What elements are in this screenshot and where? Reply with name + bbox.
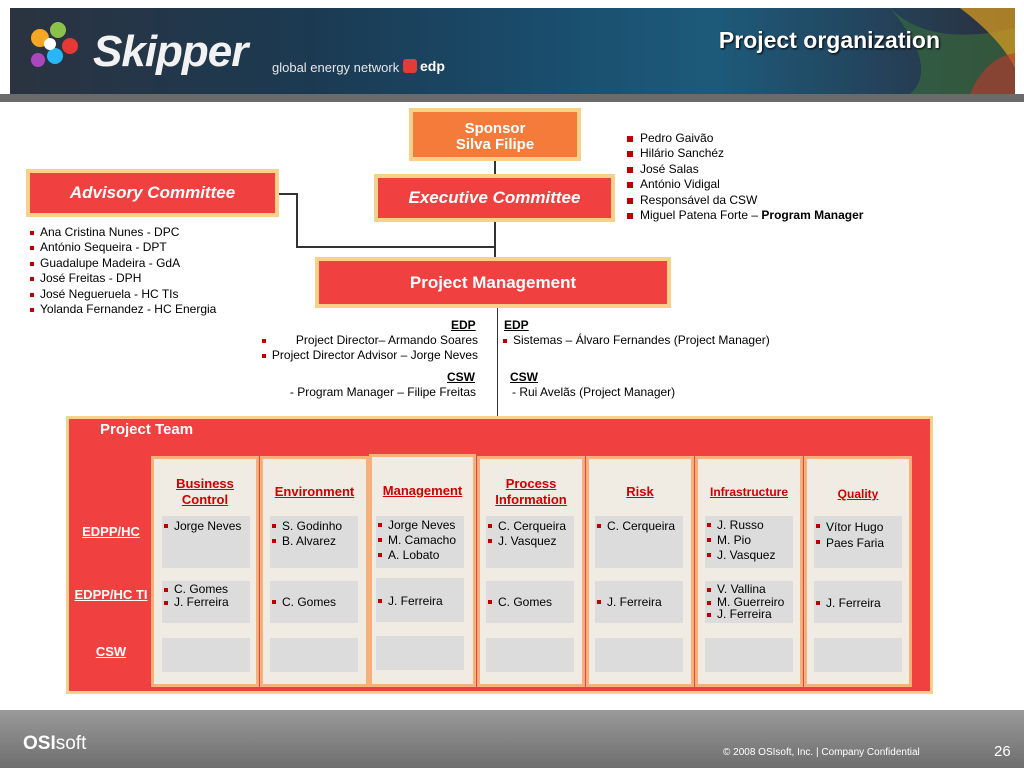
team-cell <box>814 581 902 623</box>
pm-left-edp-label: EDP <box>451 318 476 332</box>
connector-sponsor-exec <box>494 161 496 174</box>
team-cell <box>595 516 683 568</box>
team-column-header: Process Information <box>495 476 567 507</box>
connector-exec-pm <box>494 222 496 257</box>
list-item: J. Ferreira <box>597 595 683 609</box>
pm-right-csw-label: CSW <box>510 370 538 384</box>
team-column-header: Business Control <box>176 476 234 507</box>
list-item: J. Vasquez <box>488 534 574 549</box>
list-item: J. Ferreira <box>707 608 793 621</box>
team-cell <box>814 638 902 672</box>
list-item: C. Cerqueira <box>597 519 683 533</box>
connector-advisory-across <box>296 246 495 248</box>
list-item: Jorge Neves <box>378 518 464 533</box>
list-item: Miguel Patena Forte – Program Manager <box>627 208 863 223</box>
edp-logo-text: edp <box>420 58 445 74</box>
list-item: J. Ferreira <box>378 594 464 608</box>
team-cell <box>162 581 250 623</box>
list-item: António Sequeira - DPT <box>30 240 216 255</box>
list-item: S. Godinho <box>272 519 358 534</box>
pm-left-csw-item: - Program Manager – Filipe Freitas <box>289 385 476 399</box>
list-item: Vítor Hugo <box>816 519 902 535</box>
connector-advisory-stub <box>279 193 297 195</box>
pm-right-edp-label: EDP <box>504 318 529 332</box>
page-title: Project organization <box>718 27 940 53</box>
page-number: 26 <box>994 743 1011 760</box>
list-item: Hilário Sanchéz <box>627 146 863 161</box>
project-team-title: Project Team <box>100 421 194 438</box>
list-item: Yolanda Fernandez - HC Energia <box>30 302 216 317</box>
list-item: Responsável da CSW <box>627 193 863 208</box>
pm-right-csw-item: - Rui Avelãs (Project Manager) <box>512 385 676 399</box>
team-cell <box>814 516 902 568</box>
team-cell <box>705 581 793 623</box>
list-item: José Salas <box>627 162 863 177</box>
project-management-box <box>315 257 671 308</box>
connector-advisory-down <box>296 193 298 247</box>
list-item: José Negueruela - HC TIs <box>30 287 216 302</box>
list-item: Ana Cristina Nunes - DPC <box>30 225 216 240</box>
list-item: António Vidigal <box>627 177 863 192</box>
executive-committee-box <box>374 174 615 222</box>
team-column-header: Management <box>382 483 463 498</box>
list-item: C. Gomes <box>164 583 250 596</box>
list-item: Guadalupe Madeira - GdA <box>30 256 216 271</box>
list-item: M. Pio <box>707 533 793 548</box>
list-item: Sistemas – Álvaro Fernandes (Project Manager) <box>503 333 770 348</box>
list-item: V. Vallina <box>707 583 793 596</box>
team-cell <box>376 578 464 622</box>
team-cell <box>705 638 793 672</box>
executive-committee-title: Executive Committee <box>408 188 581 207</box>
pm-left-edp-list <box>262 333 478 364</box>
list-item: C. Gomes <box>272 595 358 609</box>
row-label-edpp-hc-ti: EDPP/HC TI <box>74 587 148 602</box>
team-cell <box>486 581 574 623</box>
team-cell <box>486 638 574 672</box>
list-item: C. Gomes <box>488 595 574 609</box>
pm-left-csw-label: CSW <box>447 370 475 384</box>
list-item: J. Vasquez <box>707 548 793 563</box>
team-cell <box>376 636 464 670</box>
team-column-header: Infrastructure <box>709 485 789 499</box>
list-item: B. Alvarez <box>272 534 358 549</box>
project-management-title: Project Management <box>409 273 577 292</box>
list-item: J. Russo <box>707 518 793 533</box>
row-label-edpp-hc: EDPP/HC <box>82 524 140 539</box>
list-item: M. Guerreiro <box>707 596 793 609</box>
team-column-header: Environment <box>274 484 355 499</box>
advisory-members-list <box>30 225 216 317</box>
team-cell <box>595 638 683 672</box>
sponsor-name: Silva Filipe <box>455 136 535 153</box>
executive-members-list <box>627 131 863 223</box>
list-item: A. Lobato <box>378 548 464 563</box>
team-cell <box>705 516 793 568</box>
list-item: M. Camacho <box>378 533 464 548</box>
sponsor-label: Sponsor <box>464 120 526 137</box>
list-item: C. Cerqueira <box>488 519 574 534</box>
team-cell <box>270 516 358 568</box>
list-item: Jorge Neves <box>164 519 250 533</box>
team-column-header: Risk <box>626 484 654 499</box>
team-cell <box>270 581 358 623</box>
team-cell <box>595 581 683 623</box>
list-item: J. Ferreira <box>816 596 902 610</box>
list-item: Project Director Advisor – Jorge Neves <box>262 348 478 363</box>
list-item: José Freitas - DPH <box>30 271 216 286</box>
team-cell <box>270 638 358 672</box>
list-item: Paes Faria <box>816 535 902 551</box>
advisory-committee-box <box>26 169 279 217</box>
advisory-committee-title: Advisory Committee <box>69 183 236 202</box>
connector-pm-team <box>497 308 498 416</box>
footer-bar <box>0 710 1024 768</box>
banner-divider <box>0 94 1024 102</box>
row-label-csw: CSW <box>95 644 127 659</box>
copyright-text: © 2008 OSIsoft, Inc. | Company Confidential <box>723 747 920 758</box>
list-item: Pedro Gaivão <box>627 131 863 146</box>
sponsor-box <box>409 108 581 161</box>
list-item: J. Ferreira <box>164 596 250 609</box>
brand-logo: Skipper <box>93 27 248 76</box>
osisoft-logo: OSIsoft <box>23 733 87 754</box>
team-cell <box>162 638 250 672</box>
team-cell <box>376 516 464 568</box>
team-column-header: Quality <box>837 487 879 501</box>
brand-tagline: global energy network <box>272 60 400 75</box>
pm-right-edp-list <box>503 333 770 348</box>
edp-logo-icon <box>403 59 417 73</box>
team-cell <box>162 516 250 568</box>
list-item: Project Director– Armando Soares <box>262 333 478 348</box>
team-cell <box>486 516 574 568</box>
